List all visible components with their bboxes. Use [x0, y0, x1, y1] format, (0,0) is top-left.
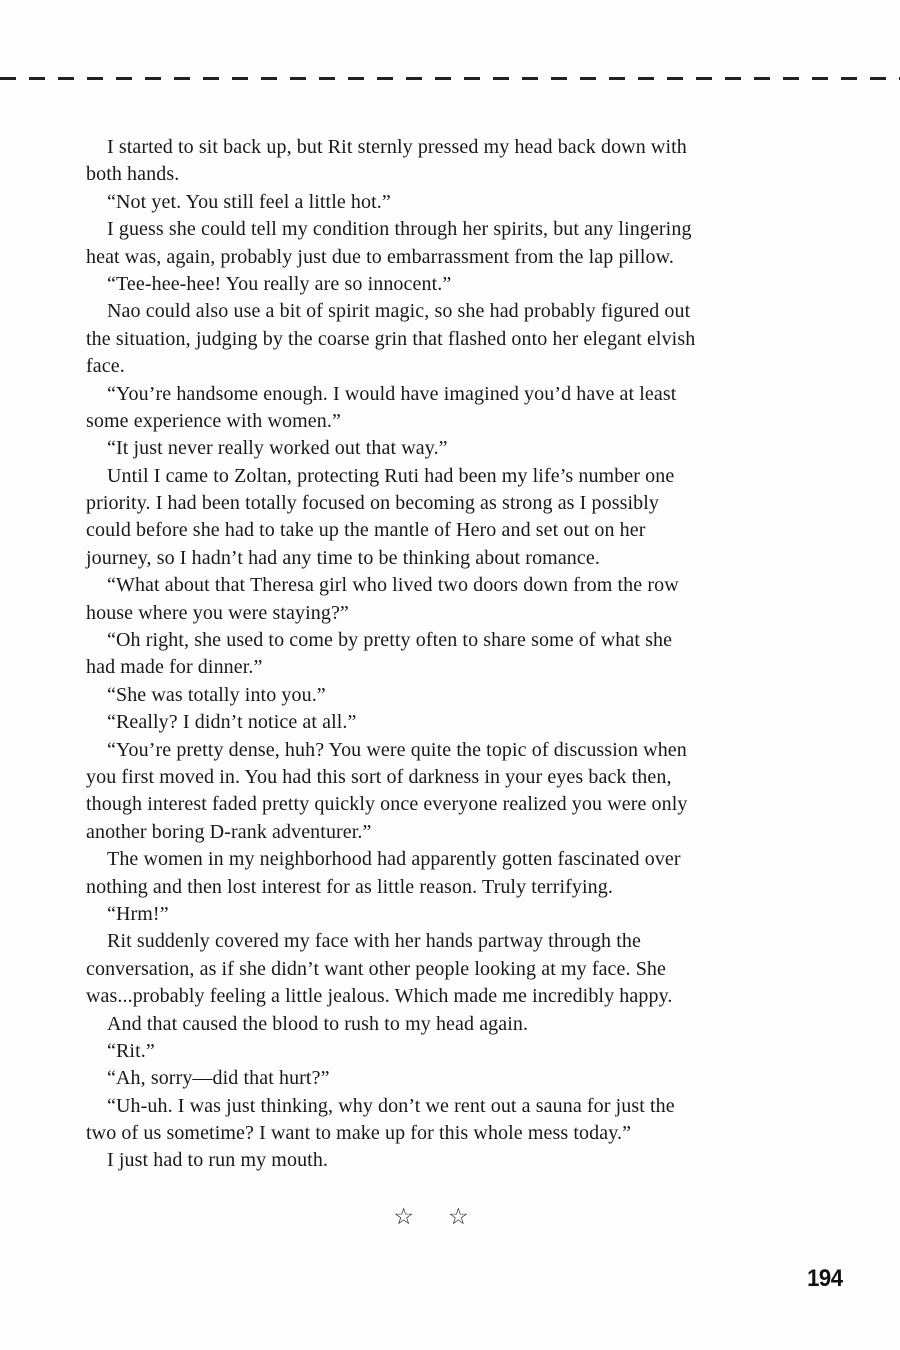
text-line: face. — [86, 355, 125, 378]
text-line: could before she had to take up the mantle of Hero and set out on her — [86, 519, 646, 542]
paragraph — [86, 381, 814, 436]
star-icon: ☆ — [393, 1204, 414, 1230]
text-line: “It just never really worked out that way.” — [107, 437, 448, 460]
text-line: heat was, again, probably just due to embarrassment from the lap pillow. — [86, 245, 674, 268]
text-line: I just had to run my mouth. — [107, 1149, 329, 1172]
paragraph — [86, 737, 814, 847]
paragraph — [86, 1147, 814, 1174]
paragraph — [86, 271, 814, 298]
text-line: “Rit.” — [107, 1039, 155, 1062]
text-line: “Tee-hee-hee! You really are so innocent.” — [107, 272, 452, 295]
text-line: “Uh-uh. I was just thinking, why don’t we rent out a sauna for just the — [107, 1094, 675, 1117]
paragraph — [86, 928, 814, 1010]
text-line: The women in my neighborhood had apparently gotten fascinated over — [107, 848, 681, 871]
text-line: “You’re pretty dense, huh? You were quite the topic of discussion when — [107, 738, 687, 761]
text-line: And that caused the blood to rush to my head again. — [107, 1012, 529, 1035]
text-line: though interest faded pretty quickly once everyone realized you were only — [86, 793, 688, 816]
text-line: I guess she could tell my condition through her spirits, but any lingering — [107, 218, 692, 241]
text-line: was...probably feeling a little jealous. Which made me incredibly happy. — [86, 985, 673, 1008]
paragraph — [86, 1038, 814, 1065]
text-line: you first moved in. You had this sort of darkness in your eyes back then, — [86, 765, 672, 788]
paragraph — [86, 134, 814, 189]
page-number: 194 — [807, 1265, 843, 1292]
text-line: conversation, as if she didn’t want other people looking at my face. She — [86, 957, 667, 980]
text-line: had made for dinner.” — [86, 656, 263, 679]
text-line: Nao could also use a bit of spirit magic, so she had probably figured out — [107, 300, 691, 323]
paragraph — [86, 298, 814, 380]
paragraph — [86, 627, 814, 682]
text-line: journey, so I hadn’t had any time to be thinking about romance. — [86, 546, 600, 569]
paragraph — [86, 1065, 814, 1092]
text-line: the situation, judging by the coarse grin that flashed onto her elegant elvish — [86, 327, 696, 350]
text-line: “Oh right, she used to come by pretty often to share some of what she — [107, 629, 673, 652]
text-line: another boring D-rank adventurer.” — [86, 820, 372, 843]
paragraph — [86, 682, 814, 709]
scene-break — [67, 1203, 795, 1231]
star-icon: ☆ — [448, 1204, 469, 1230]
text-line: I started to sit back up, but Rit sternly pressed my head back down with — [107, 136, 687, 158]
text-line: “You’re handsome enough. I would have imagined you’d have at least — [107, 382, 677, 405]
paragraph — [86, 901, 814, 928]
paragraph — [86, 189, 814, 216]
text-line: “Really? I didn’t notice at all.” — [107, 711, 357, 734]
text-line: two of us sometime? I want to make up for this whole mess today.” — [86, 1122, 632, 1145]
text-line: Rit suddenly covered my face with her hands partway through the — [107, 930, 641, 953]
text-line: house where you were staying?” — [86, 601, 349, 624]
paragraph — [86, 1011, 814, 1038]
text-line: “Hrm!” — [107, 902, 169, 925]
paragraph — [86, 709, 814, 736]
dashed-section-divider — [0, 77, 900, 80]
paragraph — [86, 846, 814, 901]
paragraph — [86, 463, 814, 573]
paragraph — [86, 216, 814, 271]
paragraph — [86, 572, 814, 627]
paragraph — [86, 435, 814, 462]
text-line: both hands. — [86, 163, 180, 186]
text-line: Until I came to Zoltan, protecting Ruti had been my life’s number one — [107, 464, 675, 487]
text-line: priority. I had been totally focused on becoming as strong as I possibly — [86, 492, 660, 515]
text-line: “She was totally into you.” — [107, 683, 326, 706]
text-line: some experience with women.” — [86, 409, 341, 432]
text-line: “Ah, sorry—did that hurt?” — [107, 1067, 330, 1090]
text-line: “What about that Theresa girl who lived two doors down from the row — [107, 574, 679, 597]
text-line: “Not yet. You still feel a little hot.” — [107, 190, 391, 213]
paragraph — [86, 1093, 814, 1148]
body-text — [86, 134, 814, 1175]
text-line: nothing and then lost interest for as little reason. Truly terrifying. — [86, 875, 613, 898]
